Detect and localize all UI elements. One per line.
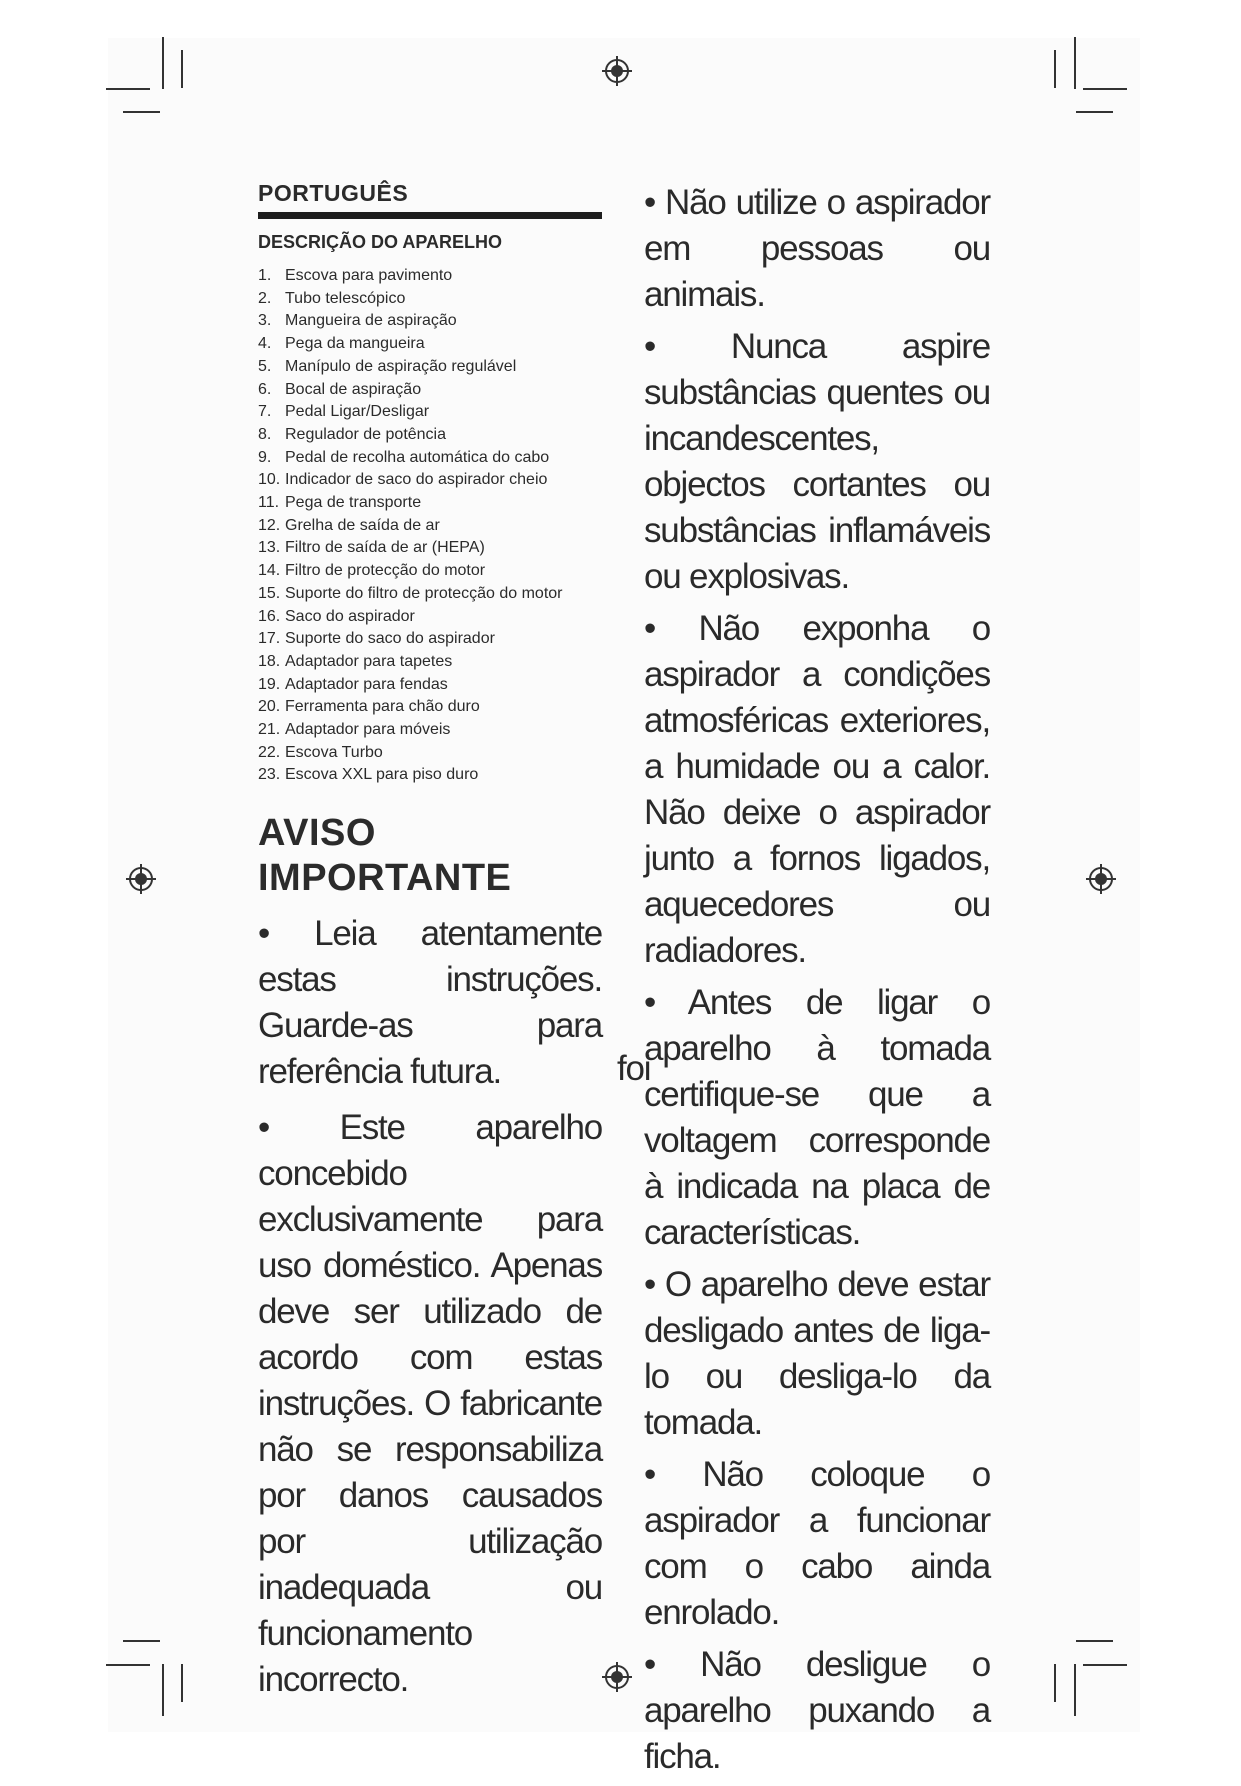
list-item-number: 11. xyxy=(258,494,280,512)
list-item xyxy=(258,583,602,606)
list-item-number: 16. xyxy=(258,607,281,625)
crop-mark xyxy=(181,50,183,88)
list-item-label: Pega de transporte xyxy=(285,494,422,512)
crop-mark xyxy=(181,1664,183,1702)
list-item-label: Pedal Ligar/Desligar xyxy=(285,403,430,421)
list-item-number: 10. xyxy=(258,471,281,489)
registration-mark-icon xyxy=(126,864,156,894)
list-item-label: Indicador de saco do aspirador cheio xyxy=(285,471,548,489)
list-item xyxy=(258,515,602,538)
list-item-number: 21. xyxy=(258,721,281,739)
list-item-label: Tubo telescópico xyxy=(285,289,406,307)
list-item-label: Filtro de protecção do motor xyxy=(285,562,486,580)
warning-paragraph: • O aparelho deve estar desligado antes de liga-lo ou desliga-lo da tomada. xyxy=(644,1265,990,1442)
list-item xyxy=(258,356,602,379)
list-item xyxy=(258,674,602,697)
registration-mark-icon xyxy=(602,56,632,86)
list-item xyxy=(258,628,602,651)
list-item xyxy=(258,447,602,470)
list-item-number: 22. xyxy=(258,743,281,761)
list-item xyxy=(258,696,602,719)
warning-title xyxy=(258,811,602,901)
list-item-number: 14. xyxy=(258,562,281,580)
list-item-label: Pega da mangueira xyxy=(285,335,425,353)
list-item-number: 23. xyxy=(258,766,281,784)
list-item xyxy=(258,742,602,765)
list-item-label: Suporte do filtro de protecção do motor xyxy=(285,584,563,602)
list-item xyxy=(258,764,602,787)
list-item xyxy=(258,333,602,356)
warning-paragraph: • Não desligue o aparelho puxando a ficha. xyxy=(644,1645,990,1776)
registration-mark-icon xyxy=(602,1662,632,1692)
warning-paragraph: • Não utilize o aspirador em pessoas ou animais. xyxy=(644,183,990,314)
list-item xyxy=(258,606,602,629)
language-heading: PORTUGUÊS xyxy=(258,180,602,219)
list-item-label: Escova para pavimento xyxy=(285,267,453,284)
crop-mark xyxy=(1074,1664,1076,1716)
registration-mark-icon xyxy=(1086,864,1116,894)
crop-mark xyxy=(106,1664,150,1666)
list-item-label: Regulador de potência xyxy=(285,425,447,443)
warning-paragraph: • Não exponha o aspirador a condições atmosféricas exteriores, a humidade ou a calor. Não deixe o aspirador junto a fornos ligados, aquecedores ou radiadores. xyxy=(644,609,990,970)
list-item xyxy=(258,379,602,402)
list-item-label: Ferramenta para chão duro xyxy=(285,698,480,716)
parts-list xyxy=(258,265,602,787)
warning-paragraph: • Não coloque o aspirador a funcionar com o cabo ainda enrolado. xyxy=(644,1455,990,1632)
section-title: DESCRIÇÃO DO APARELHO xyxy=(258,232,503,252)
left-column xyxy=(258,180,602,1713)
list-item-label: Pedal de recolha automática do cabo xyxy=(285,448,550,466)
list-item-number: 17. xyxy=(258,630,281,648)
list-item-number: 18. xyxy=(258,652,281,670)
list-item-number: 15. xyxy=(258,584,281,602)
list-item-label: Escova Turbo xyxy=(285,743,383,761)
stray-word: foi xyxy=(617,1049,651,1088)
list-item-label: Mangueira de aspiração xyxy=(285,312,457,330)
list-item xyxy=(258,560,602,583)
list-item-number: 20. xyxy=(258,698,281,716)
crop-mark xyxy=(162,1664,164,1716)
crop-mark xyxy=(123,1640,160,1642)
list-item-number: 9. xyxy=(258,448,272,466)
warning-paragraph: • Nunca aspire substâncias quentes ou incandescentes, objectos cortantes ou substâncias inflamáveis ou explosivas. xyxy=(644,327,990,596)
list-item-number: 7. xyxy=(258,403,272,421)
crop-mark xyxy=(123,111,160,113)
list-item xyxy=(258,651,602,674)
warning-title-line2: IMPORTANTE xyxy=(258,857,512,900)
crop-mark xyxy=(1054,1664,1056,1702)
list-item-number: 12. xyxy=(258,516,281,534)
crop-mark xyxy=(106,88,150,90)
list-item xyxy=(258,265,602,288)
list-item-label: Adaptador para fendas xyxy=(285,675,448,693)
list-item-number: 19. xyxy=(258,675,281,693)
list-item-label: Filtro de saída de ar (HEPA) xyxy=(285,539,485,557)
list-item-number: 8. xyxy=(258,425,272,443)
warning-title-line1: AVISO xyxy=(258,812,376,855)
crop-mark xyxy=(1074,37,1076,89)
warning-paragraph: • Este aparelho concebido exclusivamente para uso doméstico. Apenas deve ser utilizado de acordo com estas instruções. O fabricante não se responsabiliza por danos causados por utilização inadequada ou funcionamento incorrecto. xyxy=(258,1108,602,1700)
list-item-label: Saco do aspirador xyxy=(285,607,415,625)
crop-mark xyxy=(162,37,164,89)
crop-mark xyxy=(1076,1640,1113,1642)
list-item-label: Escova XXL para piso duro xyxy=(285,766,479,784)
list-item-number: 1. xyxy=(258,267,272,284)
list-item xyxy=(258,424,602,447)
list-item-label: Grelha de saída de ar xyxy=(285,516,440,534)
list-item-label: Adaptador para tapetes xyxy=(285,652,453,670)
list-item-number: 2. xyxy=(258,289,272,307)
list-item-label: Adaptador para móveis xyxy=(285,721,451,739)
crop-mark xyxy=(1083,1664,1127,1666)
list-item xyxy=(258,469,602,492)
list-item-number: 3. xyxy=(258,312,272,330)
warning-paragraph: • Antes de ligar o aparelho à tomada certifique-se que a voltagem corresponde à indicada na placa de características. xyxy=(644,983,990,1252)
list-item-label: Bocal de aspiração xyxy=(285,380,422,398)
list-item-label: Manípulo de aspiração regulável xyxy=(285,357,517,375)
crop-mark xyxy=(1076,111,1113,113)
list-item-number: 13. xyxy=(258,539,281,557)
list-item-label: Suporte do saco do aspirador xyxy=(285,630,495,648)
crop-mark xyxy=(1054,50,1056,88)
list-item xyxy=(258,492,602,515)
warning-paragraph: • Leia atentamente estas instruções. Guarde-as para referência futura. xyxy=(258,914,602,1092)
list-item-number: 6. xyxy=(258,380,272,398)
list-item xyxy=(258,401,602,424)
list-item xyxy=(258,288,602,311)
list-item xyxy=(258,537,602,560)
list-item-number: 4. xyxy=(258,335,272,353)
list-item-number: 5. xyxy=(258,357,272,375)
list-item xyxy=(258,719,602,742)
crop-mark xyxy=(1083,88,1127,90)
right-column xyxy=(644,180,990,1786)
list-item xyxy=(258,310,602,333)
